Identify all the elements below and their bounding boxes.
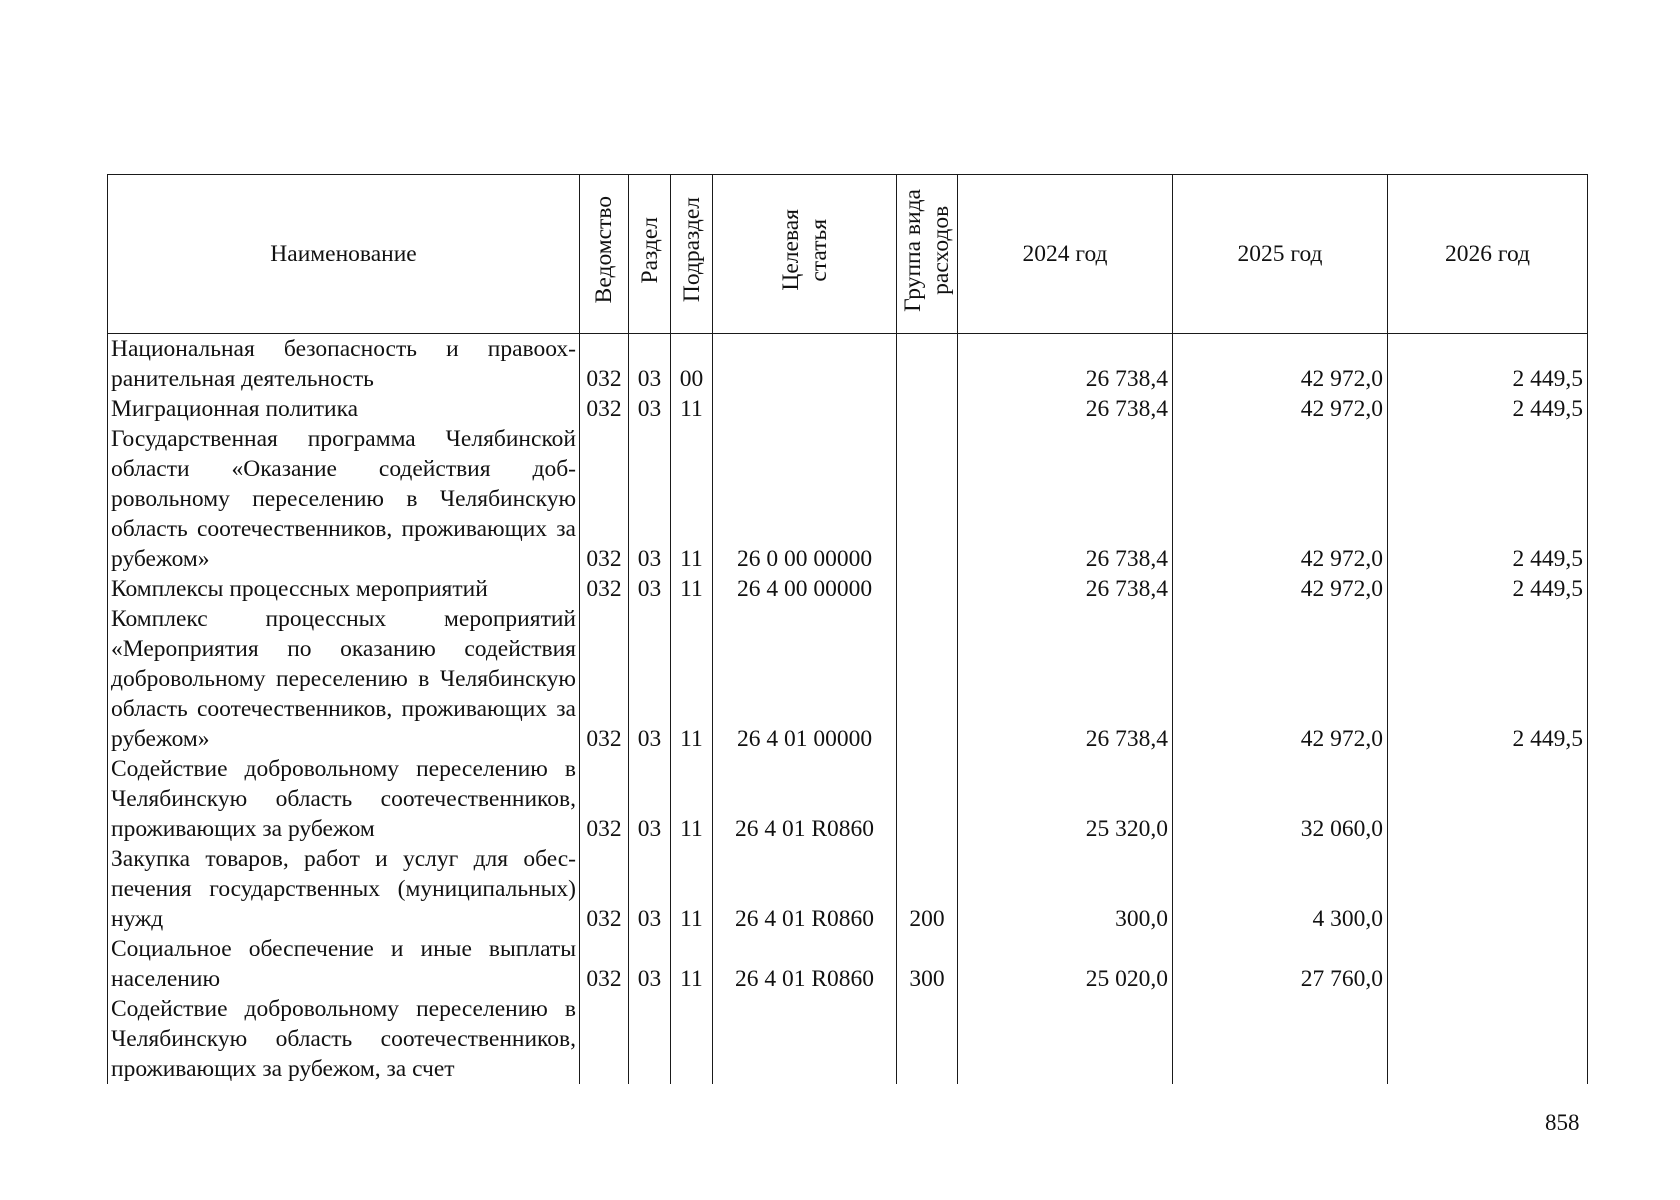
row-podrazdel: [671, 994, 713, 1084]
row-2025: 42 972,0: [1173, 604, 1388, 754]
row-gruppa: [897, 754, 958, 844]
table-row: [108, 844, 1588, 934]
row-name: Комплексы процессных мероприятий: [108, 574, 580, 604]
header-podrazdel: Подраздел: [671, 175, 713, 334]
header-row: [108, 175, 1588, 334]
row-vedomstvo: 032: [580, 844, 629, 934]
header-2025: 2025 год: [1173, 175, 1388, 334]
row-2025: 42 972,0: [1173, 334, 1388, 395]
row-gruppa: [897, 334, 958, 395]
row-2024: 300,0: [958, 844, 1173, 934]
row-tselevaya-statya: 26 4 01 R0860: [713, 754, 897, 844]
row-podrazdel: 11: [671, 604, 713, 754]
row-2024: 26 738,4: [958, 394, 1173, 424]
table-row: [108, 604, 1588, 754]
row-podrazdel: 11: [671, 424, 713, 574]
row-name: Миграционная политика: [108, 394, 580, 424]
row-2026: [1388, 844, 1588, 934]
row-2026: [1388, 994, 1588, 1084]
row-vedomstvo: 032: [580, 574, 629, 604]
row-vedomstvo: 032: [580, 754, 629, 844]
table-row: [108, 994, 1588, 1084]
row-2024: 25 320,0: [958, 754, 1173, 844]
row-vedomstvo: 032: [580, 394, 629, 424]
row-2024: 26 738,4: [958, 574, 1173, 604]
row-2025: 42 972,0: [1173, 394, 1388, 424]
row-name: Комплекс процессных мероприятий «Мероприятия по оказанию содействия добровольному переселению в Челябинскую область соотечественников, проживающих за рубежом»: [108, 604, 580, 754]
row-razdel: 03: [629, 424, 671, 574]
row-vedomstvo: 032: [580, 604, 629, 754]
row-2026: 2 449,5: [1388, 604, 1588, 754]
row-tselevaya-statya: 26 4 01 R0860: [713, 844, 897, 934]
row-razdel: 03: [629, 334, 671, 395]
row-2026: 2 449,5: [1388, 574, 1588, 604]
page-number: 858: [1545, 1110, 1580, 1135]
row-2024: 26 738,4: [958, 604, 1173, 754]
header-2026: 2026 год: [1388, 175, 1588, 334]
row-gruppa: [897, 604, 958, 754]
row-name: Государственная программа Челябинской области «Оказание содействия добровольному переселению в Челябинскую область соотечественников, проживающих за рубежом»: [108, 424, 580, 574]
row-gruppa: [897, 394, 958, 424]
row-razdel: 03: [629, 604, 671, 754]
row-name: Национальная безопасность и правоохранительная деятельность: [108, 334, 580, 395]
header-2024: 2024 год: [958, 175, 1173, 334]
table-row: [108, 334, 1588, 395]
header-tselevaya-statya: Целевая статья: [713, 175, 897, 334]
row-name: Закупка товаров, работ и услуг для обеспечения государственных (муниципальных) нужд: [108, 844, 580, 934]
row-razdel: 03: [629, 934, 671, 994]
row-podrazdel: 11: [671, 844, 713, 934]
header-name: Наименование: [108, 175, 580, 334]
table-row: [108, 934, 1588, 994]
row-razdel: 03: [629, 754, 671, 844]
row-2026: 2 449,5: [1388, 394, 1588, 424]
row-podrazdel: 11: [671, 934, 713, 994]
row-2024: 26 738,4: [958, 334, 1173, 395]
row-tselevaya-statya: 26 0 00 00000: [713, 424, 897, 574]
row-name: Содействие добровольному переселению в Челябинскую область соотечественников, проживающих за рубежом: [108, 754, 580, 844]
row-gruppa: [897, 424, 958, 574]
row-podrazdel: 11: [671, 574, 713, 604]
row-gruppa: 200: [897, 844, 958, 934]
row-2025: [1173, 994, 1388, 1084]
row-gruppa: 300: [897, 934, 958, 994]
row-2026: [1388, 754, 1588, 844]
row-podrazdel: 11: [671, 394, 713, 424]
row-gruppa: [897, 994, 958, 1084]
row-2025: 4 300,0: [1173, 844, 1388, 934]
table-row: [108, 394, 1588, 424]
row-tselevaya-statya: 26 4 01 00000: [713, 604, 897, 754]
table-row: [108, 754, 1588, 844]
table-row: [108, 574, 1588, 604]
row-name: Содействие добровольному переселению в Челябинскую область соотечественников, проживающих за рубежом, за счет: [108, 994, 580, 1084]
row-podrazdel: 11: [671, 754, 713, 844]
row-vedomstvo: 032: [580, 424, 629, 574]
row-2025: 27 760,0: [1173, 934, 1388, 994]
row-tselevaya-statya: 26 4 00 00000: [713, 574, 897, 604]
row-razdel: 03: [629, 394, 671, 424]
row-2025: 42 972,0: [1173, 574, 1388, 604]
row-tselevaya-statya: [713, 334, 897, 395]
row-tselevaya-statya: 26 4 01 R0860: [713, 934, 897, 994]
row-2026: [1388, 934, 1588, 994]
row-name: Социальное обеспечение и иные выплаты населению: [108, 934, 580, 994]
row-gruppa: [897, 574, 958, 604]
row-razdel: 03: [629, 574, 671, 604]
row-vedomstvo: 032: [580, 934, 629, 994]
budget-table: [107, 174, 1588, 1084]
row-razdel: [629, 994, 671, 1084]
row-2024: [958, 994, 1173, 1084]
row-2024: 26 738,4: [958, 424, 1173, 574]
row-podrazdel: 00: [671, 334, 713, 395]
row-2025: 42 972,0: [1173, 424, 1388, 574]
header-vedomstvo: Ведомство: [580, 175, 629, 334]
row-vedomstvo: [580, 994, 629, 1084]
row-2024: 25 020,0: [958, 934, 1173, 994]
row-2025: 32 060,0: [1173, 754, 1388, 844]
row-2026: 2 449,5: [1388, 334, 1588, 395]
row-vedomstvo: 032: [580, 334, 629, 395]
header-razdel: Раздел: [629, 175, 671, 334]
row-tselevaya-statya: [713, 994, 897, 1084]
table-row: [108, 424, 1588, 574]
row-2026: 2 449,5: [1388, 424, 1588, 574]
row-tselevaya-statya: [713, 394, 897, 424]
header-gruppa-vida-rashodov: Группа вида расходов: [897, 175, 958, 334]
row-razdel: 03: [629, 844, 671, 934]
